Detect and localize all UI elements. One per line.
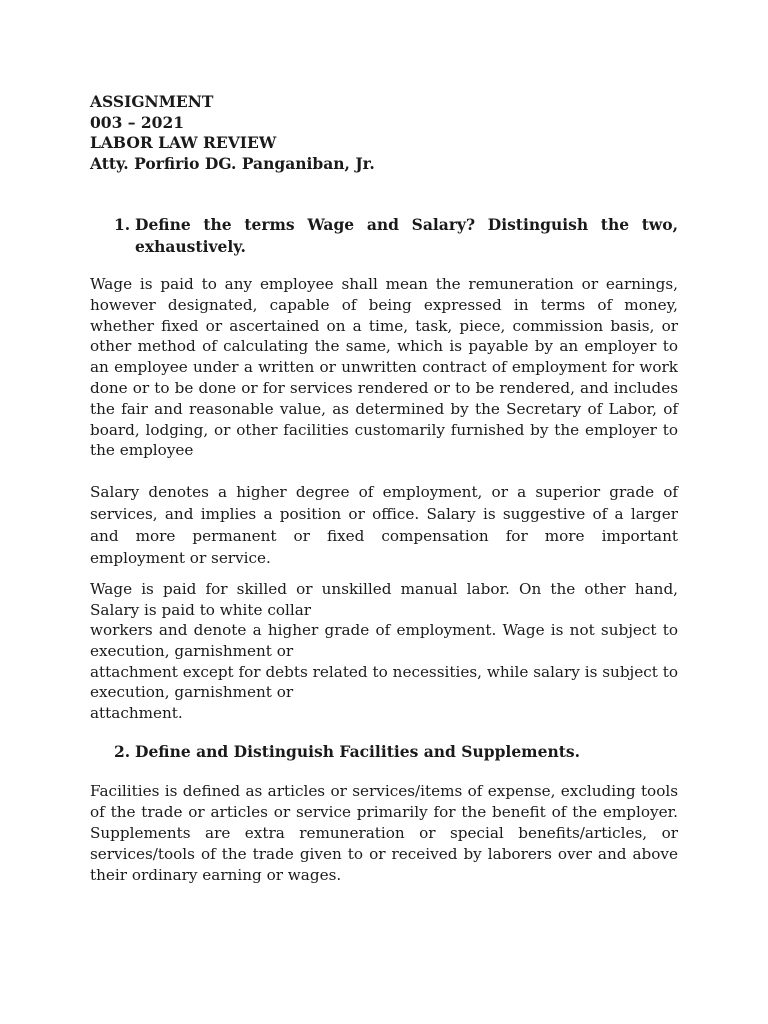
wage-definition-paragraph: Wage is paid to any employee shall mean the remuneration or earnings, however designated, capable of being expressed in terms of money, whether fixed or ascertained on a time, task, piece, commission basis, or other method of calculating the same, which is payable by an employer to an employee under a written or unwritten contract of employment for work done or to be done or for services rendered or to be rendered, and includes the fair and reasonable value, as determined by the Secretary of Labor, of board, lodging, or other facilities customarily furnished by the employer to the employee [90, 275, 678, 460]
distinction-line: execution, garnishment or [90, 683, 294, 702]
question-2 [90, 741, 678, 763]
question-1 [90, 214, 678, 258]
distinction-line: Wage is paid for skilled or unskilled manual labor. On the other hand, [90, 580, 678, 599]
distinction-line: execution, garnishment or [90, 641, 294, 660]
question-1-text: Define the terms Wage and Salary? Distinguish the two, exhaustively. [135, 215, 678, 256]
wage-salary-distinction-paragraph [90, 579, 678, 723]
distinction-line: attachment. [90, 703, 183, 722]
distinction-line: attachment except for debts related to necessities, while salary is subject to [90, 662, 678, 681]
assignment-number: 003 – 2021 [90, 112, 185, 132]
facilities-supplements-paragraph: Facilities is defined as articles or services/items of expense, excluding tools of the trade or articles or service primarily for the benefit of the employer. Supplements are extra remuneration or special benefits/articles, or services/tools of the trade given to or received by laborers over and above their ordinary earning or wages. [90, 782, 678, 884]
question-2-number: 2. [114, 742, 131, 762]
assignment-title: ASSIGNMENT [90, 92, 214, 111]
question-1-number: 1. [114, 215, 131, 234]
salary-definition-paragraph: Salary denotes a higher degree of employment, or a superior grade of services, and implies a position or office. Salary is suggestive of a larger and more permanent or fixed compensation for more important employment or service. [90, 483, 678, 568]
distinction-line: workers and denote a higher grade of employment. Wage is not subject to [90, 621, 678, 640]
instructor-name: Atty. Porfirio DG. Panganiban, Jr. [90, 153, 375, 173]
distinction-line: Salary is paid to white collar [90, 600, 312, 619]
question-2-text: Define and Distinguish Facilities and Supplements. [135, 742, 580, 762]
assignment-header [90, 92, 678, 174]
course-title: LABOR LAW REVIEW [90, 133, 277, 152]
document-page [90, 92, 678, 885]
